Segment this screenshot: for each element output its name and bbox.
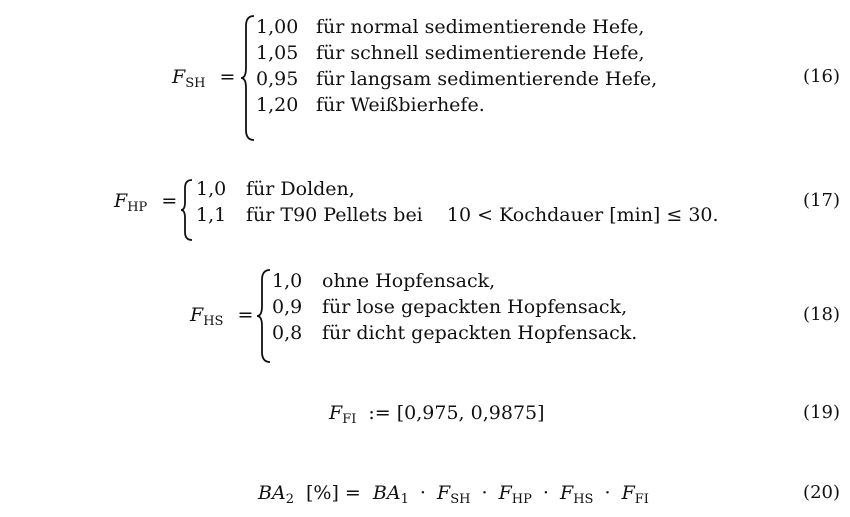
case-text: für Dolden, [246, 178, 355, 200]
eq16-equals: = [219, 66, 236, 88]
eq17-cases [196, 178, 756, 230]
case-value: 1,0 [196, 178, 227, 200]
case-value: 0,95 [256, 68, 299, 90]
case-text: für Weißbierhefe. [316, 94, 485, 116]
eq20-term-base: F [621, 482, 635, 504]
equation-number: (20) [803, 482, 840, 503]
eq16-cases [256, 16, 676, 120]
equation-19 [0, 396, 850, 436]
case-value: 1,20 [256, 94, 299, 116]
eq20-term-sub: HP [511, 492, 532, 507]
case-text: für schnell sedimentierende Hefe, [316, 42, 645, 64]
equation-number: (18) [803, 304, 840, 325]
eq18-case-row [272, 322, 692, 348]
eq20-term-base: BA [372, 482, 401, 504]
eq20-dot: · [542, 482, 549, 504]
case-value: 0,9 [272, 296, 303, 318]
eq18-lhs-sub: HS [203, 314, 224, 329]
eq16-brace [240, 14, 256, 142]
equation-number: (17) [803, 190, 840, 211]
eq18-lhs-base: F [190, 304, 204, 326]
equation-17 [0, 170, 850, 240]
eq20-term-sub: HS [573, 492, 594, 507]
eq19-rhs: := [0,975, 0,9875] [368, 402, 545, 424]
eq20-lhs-sub: 2 [285, 492, 294, 507]
eq18-brace [256, 268, 272, 364]
case-value: 0,8 [272, 322, 303, 344]
eq20-unit: [%] = [306, 482, 361, 504]
eq20-math [258, 482, 649, 507]
eq20-dot: · [604, 482, 611, 504]
case-value: 1,1 [196, 204, 227, 226]
eq18-lhs [190, 304, 254, 329]
equation-number: (16) [803, 66, 840, 87]
eq16-lhs-sub: SH [185, 76, 206, 91]
eq16-case-row [256, 16, 676, 42]
case-value: 1,00 [256, 16, 299, 38]
eq18-cases [272, 270, 692, 348]
eq18-equals: = [237, 304, 254, 326]
eq17-lhs-base: F [114, 190, 128, 212]
eq20-dot: · [419, 482, 426, 504]
eq20-term-sub: SH [450, 492, 471, 507]
eq17-lhs [114, 190, 178, 215]
case-value: 1,0 [272, 270, 303, 292]
eq20-term-sub: FI [634, 492, 649, 507]
case-text: ohne Hopfensack, [322, 270, 496, 292]
eq20-term-base: F [437, 482, 451, 504]
eq18-case-row [272, 296, 692, 322]
eq16-lhs [172, 66, 236, 91]
eq20-rhs [372, 482, 649, 507]
eq16-case-row [256, 94, 676, 120]
case-text: für langsam sedimentierende Hefe, [316, 68, 658, 90]
eq17-case-row [196, 178, 756, 204]
eq20-term-base: F [498, 482, 512, 504]
eq19-lhs-sub: FI [342, 412, 357, 427]
eq19-lhs-base: F [329, 402, 343, 424]
eq20-term-base: F [560, 482, 574, 504]
eq16-case-row [256, 68, 676, 94]
case-value: 1,05 [256, 42, 299, 64]
equation-number: (19) [803, 402, 840, 423]
case-text: für lose gepackten Hopfensack, [322, 296, 628, 318]
eq17-lhs-sub: HP [127, 200, 148, 215]
equation-16 [0, 0, 850, 150]
case-text: für normal sedimentierende Hefe, [316, 16, 645, 38]
equation-18 [0, 262, 850, 372]
eq16-lhs-base: F [172, 66, 186, 88]
equation-20 [0, 476, 850, 516]
case-text: für T90 Pellets bei 10 < Kochdauer [min] ≤ 30. [246, 204, 719, 226]
eq20-dot: · [481, 482, 488, 504]
eq18-case-row [272, 270, 692, 296]
case-text: für dicht gepackten Hopfensack. [322, 322, 638, 344]
eq16-case-row [256, 42, 676, 68]
eq20-lhs-base: BA [258, 482, 286, 504]
eq17-brace [180, 178, 194, 242]
eq20-term-sub: 1 [400, 492, 409, 507]
eq19-math [329, 402, 545, 427]
eq17-case-row [196, 204, 756, 230]
eq17-equals: = [161, 190, 178, 212]
